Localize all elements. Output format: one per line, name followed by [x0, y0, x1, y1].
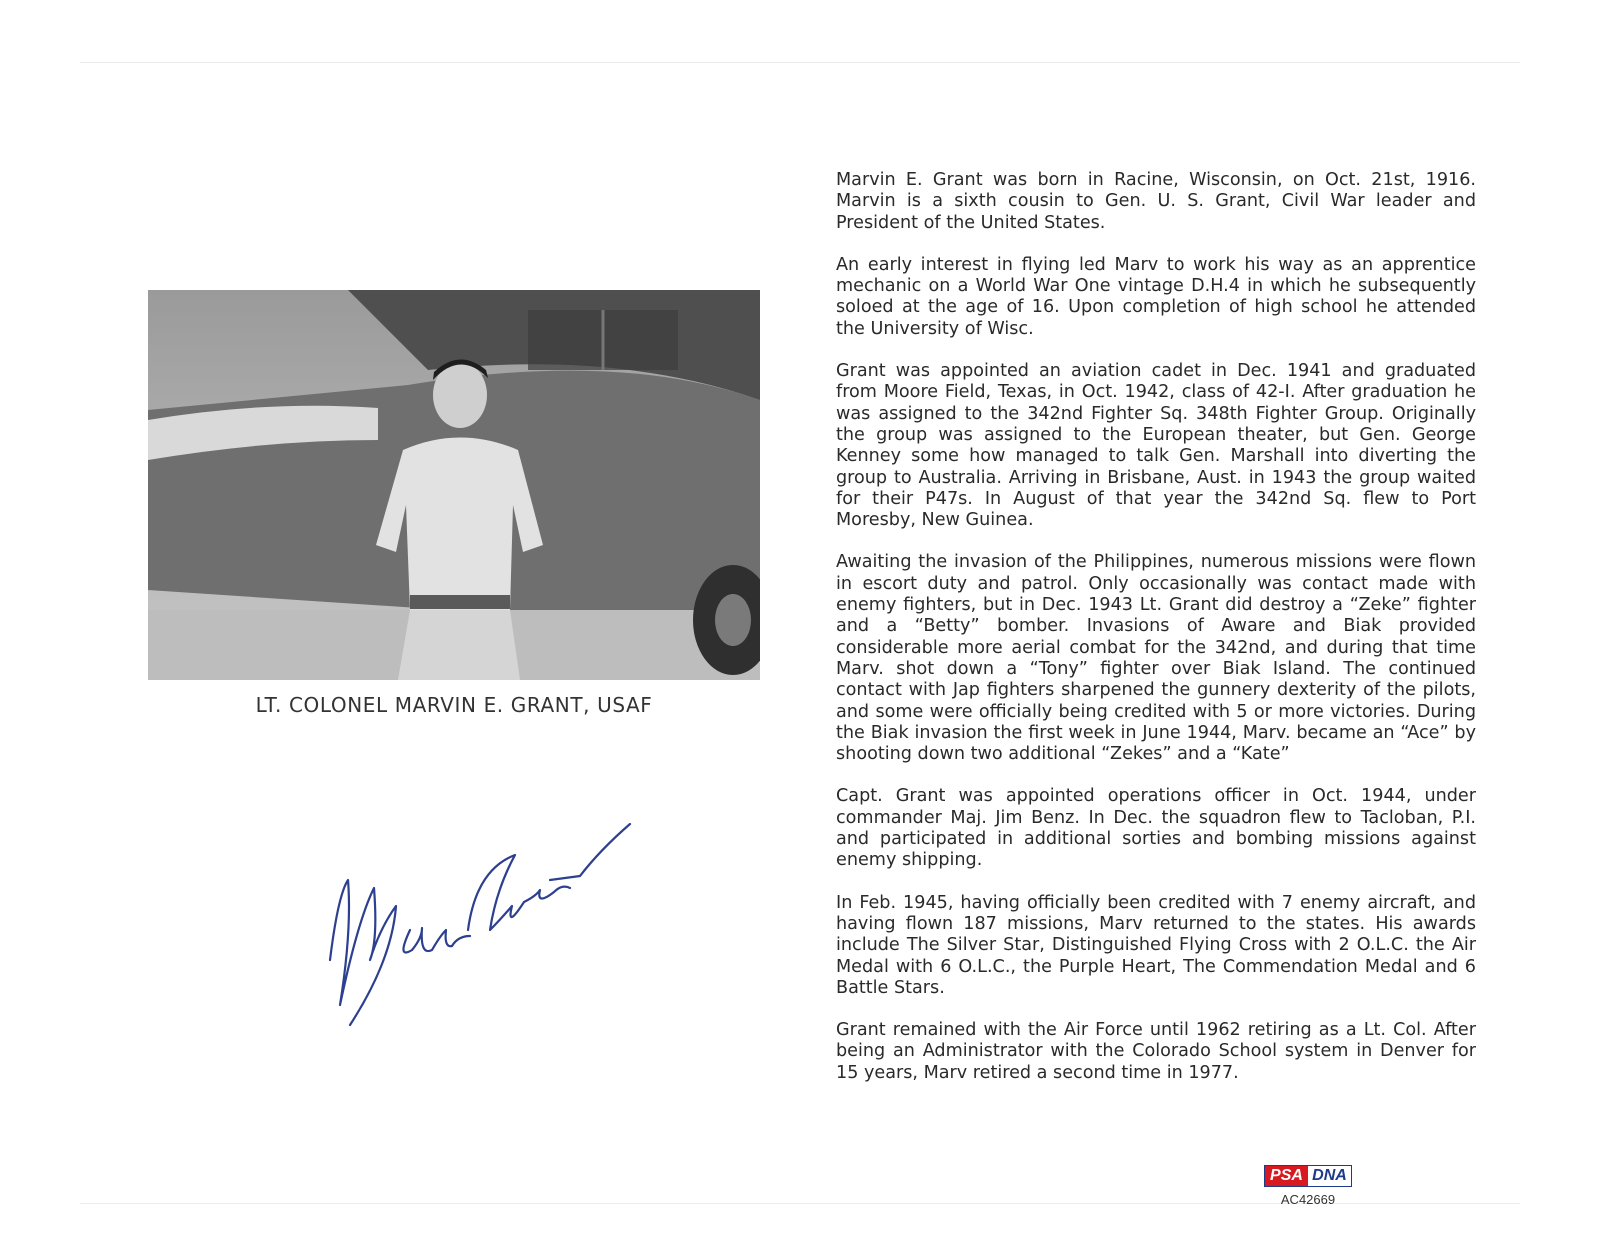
dna-logo-text: DNA	[1308, 1166, 1351, 1186]
bio-paragraph-missions: Awaiting the invasion of the Philippines, numerous missions were flown in escort duty and patrol. Only occasionally was contact made with enemy fighters, but in Dec. 1943 Lt. Grant did destroy a “Zeke” fighter and a “Betty” bomber. Invasions of Aware and Biak provided considerable more aerial combat for the 342nd, and during that time Marv. shot down a “Tony” fighter over Biak Island. The continued contact with Jap fighters sharpened the gunnery dexterity of the pilots, and some were officially being credited with 5 or more victories. During the Biak invasion the first week in June 1944, Marv. became an “Ace” by shooting down two additional “Zekes” and a “Kate”	[836, 552, 1476, 765]
certification-number: AC42669	[1280, 1192, 1336, 1207]
bio-paragraph-cadet: Grant was appointed an aviation cadet in Dec. 1941 and graduated from Moore Field, Texas, in Oct. 1942, class of 42-I. After graduation he was assigned to the 342nd Fighter Sq. 348th Fighter Group. Originally the group was assigned to the European theater, but Gen. George Kenney some how managed to talk Gen. Marshall into diverting the group to Australia. Arriving in Brisbane, Aust. in 1943 the group waited for their P47s. In August of that year the 342nd Sq. flew to Port Moresby, New Guinea.	[836, 361, 1476, 531]
bio-paragraph-early-flying: An early interest in flying led Marv to work his way as an apprentice mechanic on a World War One vintage D.H.4 in which he subsequently soloed at the age of 16. Upon completion of high school he attended the University of Wisc.	[836, 254, 1476, 339]
bio-paragraph-awards: In Feb. 1945, having officially been credited with 7 enemy aircraft, and having flown 187 missions, Marv returned to the states. His awards include The Silver Star, Distinguished Flying Cross with 2 O.L.C. the Air Medal with 6 O.L.C., the Purple Heart, The Commendation Medal and 6 Battle Stars.	[836, 892, 1476, 998]
bio-paragraph-birth: Marvin E. Grant was born in Racine, Wisconsin, on Oct. 21st, 1916. Marvin is a sixth cousin to Gen. U. S. Grant, Civil War leader and President of the United States.	[836, 170, 1476, 233]
photo-illustration	[148, 290, 760, 680]
psa-logo-text: PSA	[1265, 1166, 1308, 1186]
biography-text	[836, 170, 1476, 1105]
psa-dna-logo	[1264, 1165, 1352, 1187]
top-rule	[80, 62, 1520, 63]
photo-caption: LT. COLONEL MARVIN E. GRANT, USAF	[255, 693, 653, 717]
bio-paragraph-retirement: Grant remained with the Air Force until 1962 retiring as a Lt. Col. After being an Administrator with the Colorado School system in Denver for 15 years, Marv retired a second time in 1977.	[836, 1020, 1476, 1083]
signature-graphic	[300, 810, 660, 1040]
bio-paragraph-operations: Capt. Grant was appointed operations officer in Oct. 1944, under commander Maj. Jim Benz. In Dec. the squadron flew to Tacloban, P.I. and participated in additional sorties and bombing missions against enemy shipping.	[836, 786, 1476, 871]
autograph-signature	[300, 810, 660, 1040]
portrait-photo	[148, 290, 760, 680]
